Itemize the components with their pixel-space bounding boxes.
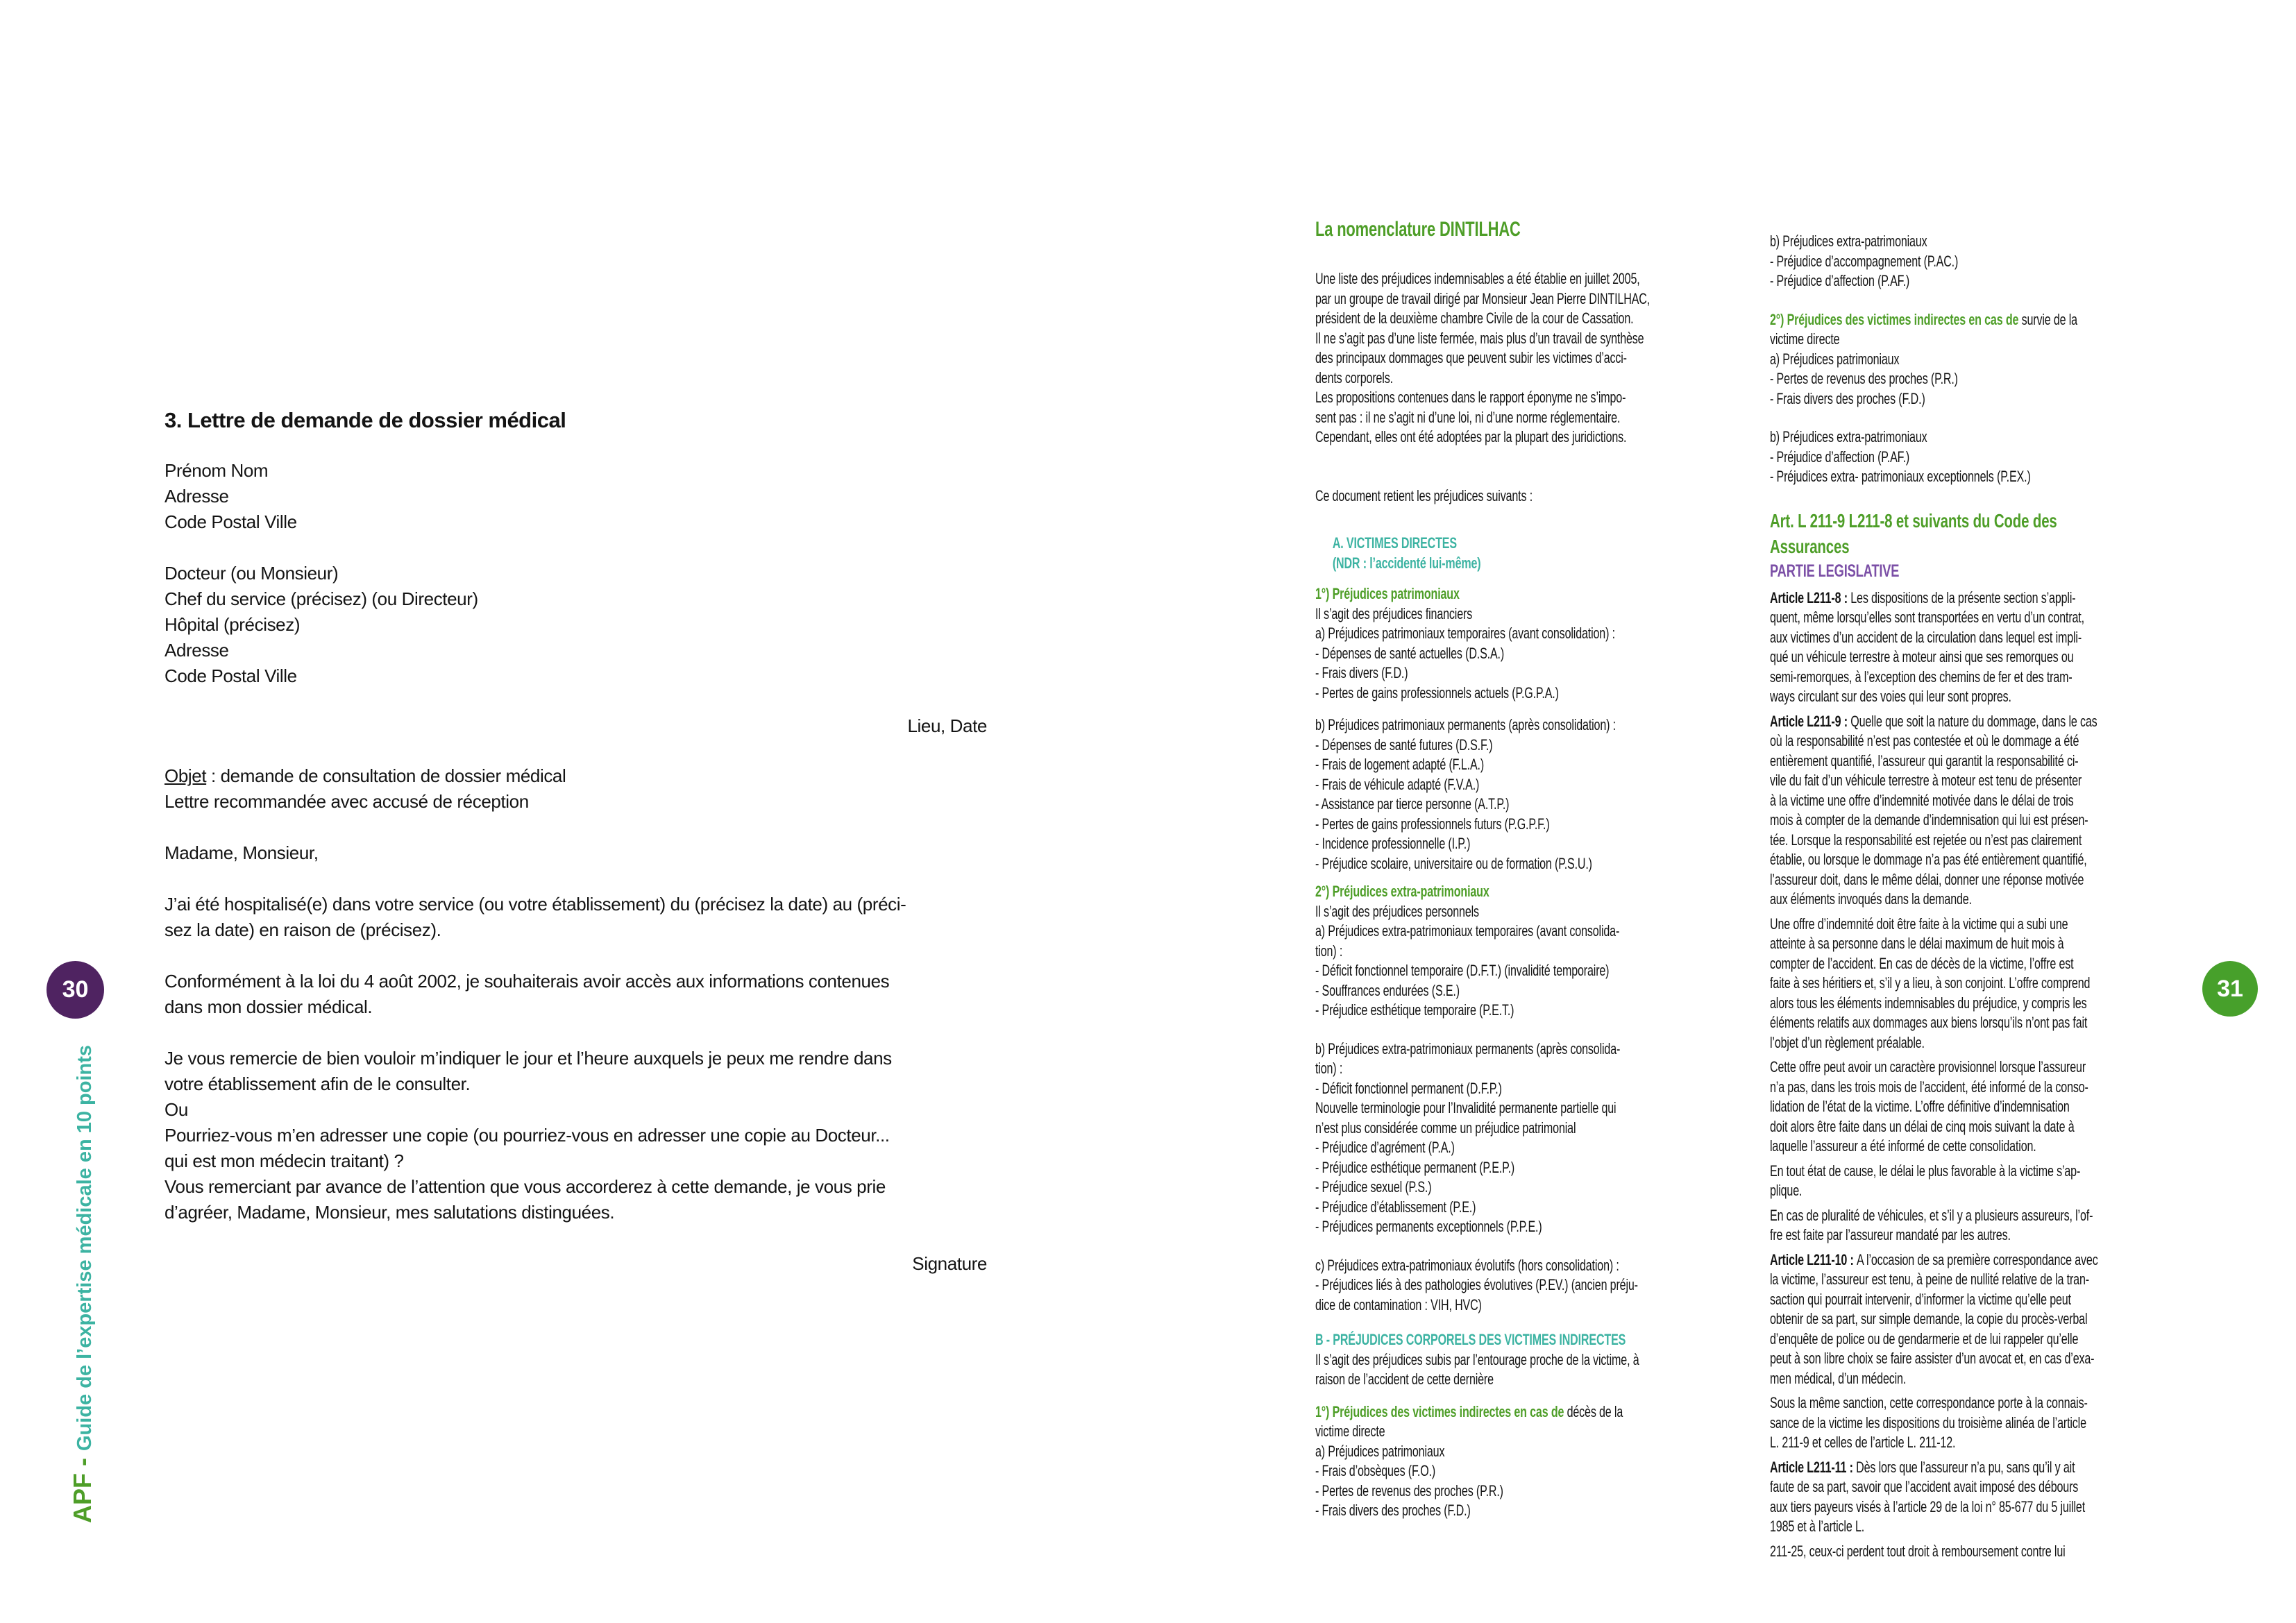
text-line: - Frais de logement adapté (F.L.A.) <box>1315 756 1485 773</box>
spacer <box>1770 1201 1775 1206</box>
text-line: d’agréer, Madame, Monsieur, mes salutations distinguées. <box>164 1202 615 1223</box>
text-line: aux victimes d’un accident de la circulation dans lequel est impli- <box>1770 628 2082 646</box>
spacer <box>1770 1246 1775 1250</box>
text-line: la victime, l’assureur est tenu, à peine de nullité relative de la tran- <box>1770 1271 2089 1288</box>
spacer <box>164 1225 171 1251</box>
text-line: Une liste des préjudices indemnisables a été établie en juillet 2005, <box>1315 270 1640 287</box>
text-line: n’a pas, dans les trois mois de l’accident, été informé de la conso- <box>1770 1078 2088 1096</box>
text-line: établie, ou lorsque le dommage n’a pas été entièrement quantifié, <box>1770 851 2087 868</box>
spacer <box>1770 583 1775 588</box>
text-line: Cette offre peut avoir un caractère provisionnel lorsque l’assureur <box>1770 1058 2086 1076</box>
text-line: sance de la victime les dispositions du troisième alinéa de l’article <box>1770 1413 2086 1431</box>
spacer <box>1315 1390 1320 1402</box>
spacer <box>164 1020 171 1046</box>
text-line: Il s’agit des préjudices personnels <box>1315 902 1479 920</box>
text-line: compter de l’accident. En cas de décès de la victime, l’offre est <box>1770 954 2074 972</box>
text-line: - Pertes de gains professionnels actuels (P.G.P.A.) <box>1315 683 1559 702</box>
text-line: - Préjudices liés à des pathologies évolutives (P.EV.) (ancien préju- <box>1315 1276 1638 1293</box>
text-line: - Pertes de revenus des proches (P.R.) <box>1770 370 1958 387</box>
text-line: - Frais divers des proches (F.D.) <box>1770 389 1925 407</box>
text-line: Hôpital (précisez) <box>164 614 301 635</box>
spacer <box>1770 1053 1775 1057</box>
text-line: obtenir de sa part, sur simple demande, la copie du procès-verbal <box>1770 1310 2088 1327</box>
text-line: - Souffrances endurées (S.E.) <box>1315 981 1460 999</box>
spacer <box>1770 1157 1775 1162</box>
text-line: Code Postal Ville <box>164 511 297 532</box>
spacer <box>1315 703 1320 715</box>
spacer <box>1315 573 1320 584</box>
text-line: men médical, d’un médecin. <box>1770 1369 1907 1387</box>
letter-body <box>164 458 987 1277</box>
text-line: b) Préjudices extra-patrimoniaux <box>1770 428 1927 445</box>
text-line: Lettre recommandée avec accusé de réception <box>164 791 529 812</box>
nomenclature-column <box>1315 215 1665 1521</box>
text-line: semi-remorques, à l’exception des chemins de fer et des tram- <box>1770 668 2073 686</box>
text-line: - Frais divers (F.D.) <box>1315 664 1408 681</box>
spacer <box>1315 448 1320 486</box>
text-line: Objet : demande de consultation de dossier médical <box>164 765 566 786</box>
text-line: Code Postal Ville <box>164 665 297 686</box>
text-line: b) Préjudices extra-patrimoniaux <box>1770 232 1927 250</box>
sidebar-guide-title: Guide de l’expertise médicale en 10 points <box>74 1044 96 1451</box>
text-line: Article L211-11 : Dès lors que l’assureur n’a pu, sans qu’il y ait <box>1770 1458 2075 1476</box>
text-line: aux éléments invoqués dans la demande. <box>1770 890 1972 908</box>
text-line: sez la date) en raison de (précisez). <box>164 919 441 940</box>
text-line: (NDR : l’accidenté lui-même) <box>1332 554 1481 572</box>
text-line: A. VICTIMES DIRECTES <box>1332 534 1457 552</box>
spacer <box>1315 244 1320 269</box>
text-line: l’objet d’un règlement préalable. <box>1770 1033 1925 1051</box>
text-line: Sous la même sanction, cette correspondance porte à la connais- <box>1770 1394 2088 1411</box>
text-line: - Préjudice sexuel (P.S.) <box>1315 1178 1432 1196</box>
spacer <box>164 739 171 763</box>
text-line: n’est plus considérée comme un préjudice patrimonial <box>1315 1119 1576 1137</box>
text-line: Article L211-10 : A l’occasion de sa première correspondance avec <box>1770 1250 2098 1268</box>
text-line: faute de sa part, savoir que l’accident avait imposé des débours <box>1770 1478 2079 1495</box>
text-line: Il s’agit des préjudices subis par l’entourage proche de la victime, à <box>1315 1350 1639 1368</box>
spacer <box>164 866 171 892</box>
text-line: plique. <box>1770 1182 1803 1199</box>
text-line: à la victime une offre d’indemnité motivée dans le délai de trois <box>1770 791 2074 809</box>
text-line: mois à compter de la demande d’indemnisation qui lui est présen- <box>1770 811 2088 829</box>
text-line: - Incidence professionnelle (I.P.) <box>1315 835 1471 852</box>
text-line: - Préjudice d’établissement (P.E.) <box>1315 1198 1476 1216</box>
text-line: président de la deuxième chambre Civile de la cour de Cassation. <box>1315 309 1634 327</box>
text-line: Chef du service (précisez) (ou Directeur) <box>164 588 478 609</box>
text-line: c) Préjudices extra-patrimoniaux évolutifs (hors consolidation) : <box>1315 1256 1619 1274</box>
text-line: b) Préjudices extra-patrimoniaux permanents (après consolida- <box>1315 1039 1621 1057</box>
text-line: dents corporels. <box>1315 368 1393 386</box>
text-line: des principaux dommages que peuvent subir les victimes d’acci- <box>1315 349 1627 366</box>
text-line: Madame, Monsieur, <box>164 842 319 863</box>
text-line: - Frais de véhicule adapté (F.V.A.) <box>1315 775 1480 793</box>
spacer <box>1315 1315 1320 1330</box>
text-line: - Préjudice d’affection (P.AF.) <box>1770 448 1910 466</box>
text-line: saction qui pourrait intervenir, d’informer la victime qu’elle peut <box>1770 1290 2071 1308</box>
spacer <box>1315 1021 1320 1039</box>
text-line: victime directe <box>1770 330 1840 348</box>
text-line: B - PRÉJUDICES CORPORELS DES VICTIMES INDIRECTES <box>1315 1331 1626 1348</box>
text-line: Conformément à la loi du 4 août 2002, je souhaiterais avoir accès aux informations contenues <box>164 971 890 992</box>
text-line: Adresse <box>164 640 229 661</box>
text-line: - Pertes de revenus des proches (P.R.) <box>1315 1481 1503 1499</box>
text-line: Une offre d’indemnité doit être faite à la victime qui a subi une <box>1770 915 2068 933</box>
text-line: atteinte à sa personne dans le délai maximum de huit mois à <box>1770 935 2064 952</box>
text-line: 1°) Préjudices patrimoniaux <box>1315 585 1460 602</box>
text-line: peut à son libre choix se faire assister d’un avocat et, en cas d’exa- <box>1770 1350 2095 1367</box>
text-line: d’enquête de police ou de gendarmerie et de lui rappeler qu’elle <box>1770 1329 2079 1348</box>
spacer <box>1770 1388 1775 1393</box>
text-line: faite à ses héritiers et, s’il y a lieu, à son conjoint. L’offre comprend <box>1770 974 2091 992</box>
text-line: tion) : <box>1315 1060 1343 1077</box>
text-line: a) Préjudices extra-patrimoniaux temporaires (avant consolida- <box>1315 922 1620 940</box>
text-line: laquelle l’assureur a été informé de cette consolidation. <box>1770 1137 2036 1155</box>
text-line: a) Préjudices patrimoniaux <box>1315 1442 1445 1460</box>
text-line: Ou <box>164 1099 188 1120</box>
text-line: a) Préjudices patrimoniaux temporaires (avant consolidation) : <box>1315 624 1615 642</box>
text-line: 2°) Préjudices extra-patrimoniaux <box>1315 883 1489 900</box>
text-line: Article L211-8 : Les dispositions de la présente section s’appli- <box>1770 588 2076 606</box>
spacer <box>1315 874 1320 882</box>
text-line: doit alors être faite dans un délai de cinq mois suivant la date à <box>1770 1117 2075 1135</box>
text-line: - Déficit fonctionnel temporaire (D.F.T.) (invalidité temporaire) <box>1315 962 1610 979</box>
text-line: Les propositions contenues dans le rapport éponyme ne s’impo- <box>1315 389 1626 406</box>
text-line: 1°) Préjudices des victimes indirectes en cas de décès de la <box>1315 1402 1623 1420</box>
text-line: éléments relatifs aux dommages aux biens lorsqu’ils n’ont pas fait <box>1770 1014 2088 1031</box>
text-line: PARTIE LEGISLATIVE <box>1770 561 1900 581</box>
text-line: - Préjudice d’agrément (P.A.) <box>1315 1139 1455 1156</box>
text-line: qué un véhicule terrestre à moteur ainsi que ses remorques ou <box>1770 648 2074 665</box>
sidebar-brand-apf: APF - <box>68 1451 96 1523</box>
text-line: a) Préjudices patrimoniaux <box>1770 350 1900 368</box>
text-line: Vous remerciant par avance de l’attention que vous accorderez à cette demande, je vous prie <box>164 1176 886 1197</box>
text-line: Il ne s’agit pas d’une liste fermée, mais plus d’un travail de synthèse <box>1315 329 1644 347</box>
text-line: l’assureur doit, dans le même délai, donner une réponse motivée <box>1770 870 2084 888</box>
text-line: votre établissement afin de le consulter. <box>164 1073 471 1094</box>
letter-title: 3. Lettre de demande de dossier médical <box>164 408 566 432</box>
text-line: - Préjudices permanents exceptionnels (P.P.E.) <box>1315 1218 1542 1235</box>
text-line: - Préjudice scolaire, universitaire ou de formation (P.S.U.) <box>1315 854 1592 872</box>
spacer <box>164 535 171 561</box>
text-line: dans mon dossier médical. <box>164 996 373 1017</box>
page-number-badge-left: 30 <box>47 961 104 1019</box>
spacer <box>1770 910 1775 915</box>
spacer <box>164 943 171 969</box>
text-line: Il s’agit des préjudices financiers <box>1315 604 1473 622</box>
text-line: Je vous remercie de bien vouloir m’indiquer le jour et l’heure auxquels je peux me rendre dans <box>164 1048 892 1069</box>
page-number-badge-right: 31 <box>2202 961 2258 1017</box>
text-line: sent pas : il ne s’agit ni d’une loi, ni d’une norme réglementaire. <box>1315 408 1621 426</box>
spacer <box>1770 291 1775 310</box>
text-line: vile du fait d’un véhicule terrestre à moteur est tenu de présenter <box>1770 772 2082 789</box>
text-line: Cependant, elles ont été adoptées par la plupart des juridictions. <box>1315 428 1627 445</box>
text-line: Nouvelle terminologie pour l’Invalidité permanente partielle qui <box>1315 1099 1617 1116</box>
text-line: dice de contamination : VIH, HVC) <box>1315 1295 1482 1314</box>
text-line: Docteur (ou Monsieur) <box>164 563 339 584</box>
text-line: 2°) Préjudices des victimes indirectes en cas de survie de la <box>1770 310 2077 328</box>
text-line: lidation de l’état de la victime. L’offre définitive d’indemnisation <box>1770 1098 2070 1115</box>
text-line: - Préjudice esthétique permanent (P.E.P.) <box>1315 1158 1515 1176</box>
text-line: fre est faite par l’assureur mandaté par les autres. <box>1770 1226 2011 1243</box>
text-line: Prénom Nom <box>164 460 269 481</box>
spacer <box>1315 1237 1320 1256</box>
spacer <box>1770 487 1775 508</box>
text-line: - Préjudices extra- patrimoniaux exceptionnels (P.EX.) <box>1770 468 2031 485</box>
spacer <box>1770 1537 1775 1542</box>
text-line: 211-25, ceux-ci perdent tout droit à remboursement contre lui <box>1770 1542 2066 1560</box>
text-line: L. 211-9 et celles de l’article L. 211-12. <box>1770 1434 1956 1451</box>
text-line: entièrement quantifié, l’assureur qui garantit la responsabilité ci- <box>1770 751 2079 770</box>
text-line: En cas de pluralité de véhicules, et s’il y a plusieurs assureurs, l’of- <box>1770 1206 2093 1224</box>
text-line: où la responsabilité n’est pas contestée et où le dommage a été <box>1770 732 2079 749</box>
text-line: - Frais divers des proches (F.D.) <box>1315 1502 1471 1519</box>
text-line: Ce document retient les préjudices suivants : <box>1315 486 1533 504</box>
text-line: raison de l’accident de cette dernière <box>1315 1370 1494 1388</box>
text-line: victime directe <box>1315 1422 1385 1440</box>
text-line: Pourriez-vous m’en adresser une copie (ou pourriez-vous en adresser une copie au Docteur... <box>164 1125 890 1146</box>
text-line: - Dépenses de santé futures (D.S.F.) <box>1315 736 1493 754</box>
text-line: Lieu, Date <box>907 715 987 736</box>
code-assurances-column <box>1770 232 2120 1561</box>
text-line: qui est mon médecin traitant) ? <box>164 1150 404 1171</box>
text-line: - Préjudice d’accompagnement (P.AC.) <box>1770 252 1959 270</box>
text-line: tée. Lorsque la responsabilité est rejetée ou n’est pas clairement <box>1770 831 2082 849</box>
spacer <box>1315 506 1320 534</box>
text-line: quent, même lorsqu’elles sont transportées en vertu d’un contrat, <box>1770 609 2084 626</box>
text-line: ways circulant sur des voies qui leur sont propres. <box>1770 688 2011 705</box>
text-line: Adresse <box>164 486 229 507</box>
sidebar-brand <box>68 1045 97 1523</box>
text-line: par un groupe de travail dirigé par Monsieur Jean Pierre DINTILHAC, <box>1315 289 1651 307</box>
text-line: - Assistance par tierce personne (A.T.P.) <box>1315 795 1510 813</box>
text-line: Art. L 211-9 L211-8 et suivants du Code des <box>1770 509 2057 532</box>
spacer <box>1770 1453 1775 1458</box>
text-line: - Préjudice d’affection (P.AF.) <box>1770 272 1910 289</box>
text-line: Article L211-9 : Quelle que soit la nature du dommage, dans le cas <box>1770 712 2097 730</box>
spacer <box>1770 409 1775 427</box>
text-line: - Préjudice esthétique temporaire (P.E.T.) <box>1315 1001 1514 1019</box>
text-line: - Déficit fonctionnel permanent (D.F.P.) <box>1315 1079 1502 1097</box>
text-line: b) Préjudices patrimoniaux permanents (après consolidation) : <box>1315 716 1616 733</box>
text-line: - Pertes de gains professionnels futurs (P.G.P.F.) <box>1315 815 1550 833</box>
text-line: Signature <box>912 1253 987 1274</box>
text-line: tion) : <box>1315 942 1343 960</box>
text-line: La nomenclature DINTILHAC <box>1315 218 1521 241</box>
spacer <box>164 815 171 840</box>
text-line: alors tous les éléments indemnisables du préjudice, y compris les <box>1770 994 2087 1012</box>
text-line: - Frais d’obsèques (F.O.) <box>1315 1462 1436 1479</box>
spacer <box>164 689 171 713</box>
text-line: 1985 et à l’article L. <box>1770 1518 1865 1535</box>
text-line: J’ai été hospitalisé(e) dans votre service (ou votre établissement) du (précisez la date) au (préci- <box>164 894 906 915</box>
text-line: Assurances <box>1770 535 1850 557</box>
text-line: - Dépenses de santé actuelles (D.S.A.) <box>1315 644 1505 662</box>
spacer <box>1770 707 1775 712</box>
text-line: En tout état de cause, le délai le plus favorable à la victime s’ap- <box>1770 1162 2081 1180</box>
text-line: aux tiers payeurs visés à l’article 29 de la loi n° 85-677 du 5 juillet <box>1770 1497 2086 1515</box>
